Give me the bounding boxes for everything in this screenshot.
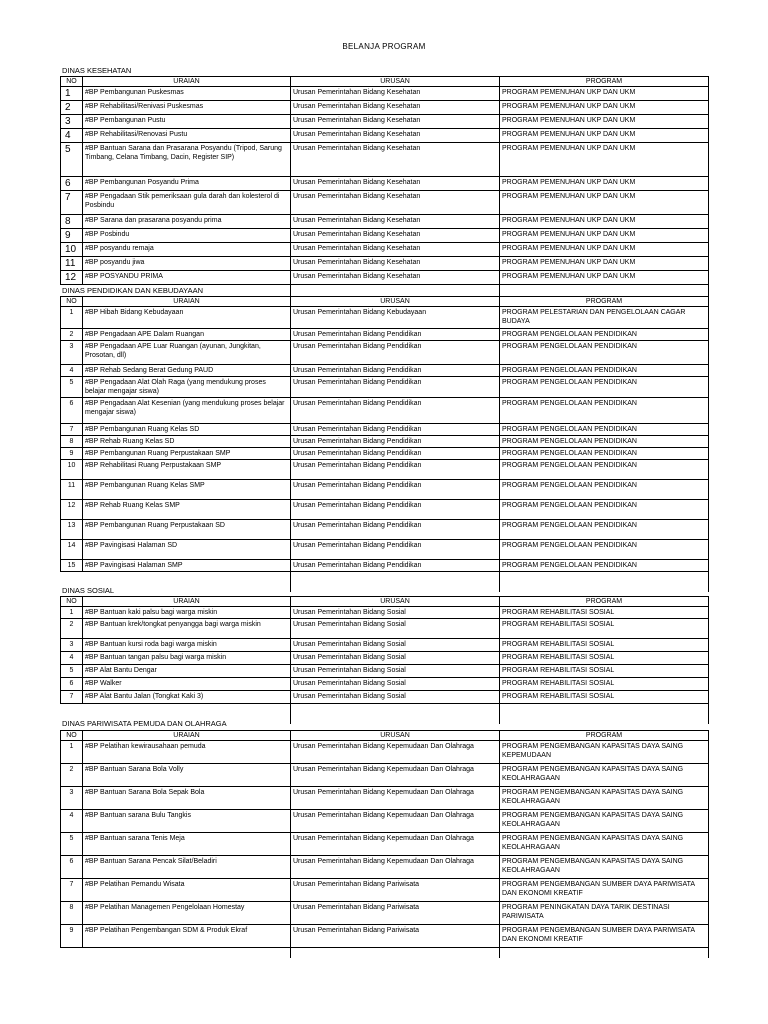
- cell-no: 8: [61, 215, 83, 229]
- cell-urusan: Urusan Pemerintahan Bidang Kesehatan: [291, 129, 500, 143]
- col-header-uraian: URAIAN: [83, 77, 291, 87]
- cell-urusan: Urusan Pemerintahan Bidang Pariwisata: [291, 925, 500, 948]
- col-header-urusan: URUSAN: [291, 731, 500, 741]
- cell-program: PROGRAM REHABILITASI SOSIAL: [500, 678, 709, 691]
- section-title: DINAS KESEHATAN: [62, 66, 132, 75]
- section-title: DINAS PARIWISATA PEMUDA DAN OLAHRAGA: [62, 719, 227, 728]
- cell-program: PROGRAM PENGEMBANGAN KAPASITAS DAYA SAING KEOLAHRAGAAN: [500, 833, 709, 856]
- cell-no: 5: [61, 665, 83, 678]
- cell-program: PROGRAM PENINGKATAN DAYA TARIK DESTINASI PARIWISATA: [500, 902, 709, 925]
- col-header-uraian: URAIAN: [83, 731, 291, 741]
- cell-program: PROGRAM PENGEMBANGAN KAPASITAS DAYA SAING KEOLAHRAGAAN: [500, 810, 709, 833]
- cell-no: 5: [61, 833, 83, 856]
- empty-row: [61, 572, 709, 582]
- cell-urusan: Urusan Pemerintahan Bidang Kepemudaan Dan Olahraga: [291, 810, 500, 833]
- col-header-uraian: URAIAN: [83, 597, 291, 607]
- cell-no: 2: [61, 764, 83, 787]
- cell-urusan: Urusan Pemerintahan Bidang Sosial: [291, 619, 500, 639]
- table-header-row: [61, 597, 709, 607]
- cell-urusan: Urusan Pemerintahan Bidang Kesehatan: [291, 177, 500, 191]
- col-header-no: NO: [61, 597, 83, 607]
- cell-program: PROGRAM PENGEMBANGAN KAPASITAS DAYA SAING KEOLAHRAGAAN: [500, 856, 709, 879]
- cell-no: 14: [61, 540, 83, 560]
- cell-program: PROGRAM REHABILITASI SOSIAL: [500, 652, 709, 665]
- empty-cell: [83, 948, 291, 958]
- cell-program: PROGRAM PENGELOLAAN PENDIDIKAN: [500, 341, 709, 365]
- cell-urusan: Urusan Pemerintahan Bidang Pendidikan: [291, 460, 500, 480]
- col-header-program: PROGRAM: [500, 597, 709, 607]
- cell-program: PROGRAM REHABILITASI SOSIAL: [500, 619, 709, 639]
- cell-urusan: Urusan Pemerintahan Bidang Kepemudaan Dan Olahraga: [291, 741, 500, 764]
- cell-program: PROGRAM PENGELOLAAN PENDIDIKAN: [500, 500, 709, 520]
- cell-uraian: #BP Pelatihan kewirausahaan pemuda: [83, 741, 291, 764]
- cell-urusan: Urusan Pemerintahan Bidang Sosial: [291, 665, 500, 678]
- table-header-row: [61, 297, 709, 307]
- col-header-no: NO: [61, 297, 83, 307]
- cell-uraian: #BP Pembangunan Pustu: [83, 115, 291, 129]
- cell-uraian: #BP Pelatihan Managemen Pengelolaan Homestay: [83, 902, 291, 925]
- empty-cell: [500, 704, 709, 714]
- cell-uraian: #BP Alat Bantu Dengar: [83, 665, 291, 678]
- empty-cell: [291, 948, 500, 958]
- cell-program: PROGRAM PENGEMBANGAN KAPASITAS DAYA SAING KEOLAHRAGAAN: [500, 787, 709, 810]
- table-row: [61, 810, 709, 833]
- col-header-no: NO: [61, 731, 83, 741]
- cell-uraian: #BP Pengadaan Stik pemeriksaan gula darah dan kolesterol di Posbindu: [83, 191, 291, 215]
- cell-urusan: Urusan Pemerintahan Bidang Pendidikan: [291, 365, 500, 377]
- empty-cell: [291, 704, 500, 714]
- table-row: [61, 879, 709, 902]
- empty-row: [61, 582, 709, 592]
- table-row: [61, 307, 709, 329]
- cell-no: 1: [61, 87, 83, 101]
- cell-urusan: Urusan Pemerintahan Bidang Sosial: [291, 691, 500, 704]
- col-header-program: PROGRAM: [500, 297, 709, 307]
- empty-row: [61, 948, 709, 958]
- cell-urusan: Urusan Pemerintahan Bidang Pariwisata: [291, 879, 500, 902]
- data-table: [60, 296, 709, 592]
- table-row: [61, 520, 709, 540]
- col-header-urusan: URUSAN: [291, 297, 500, 307]
- cell-no: 2: [61, 619, 83, 639]
- cell-no: 3: [61, 787, 83, 810]
- cell-program: PROGRAM PENGEMBANGAN SUMBER DAYA PARIWISATA DAN EKONOMI KREATIF: [500, 879, 709, 902]
- cell-no: 9: [61, 925, 83, 948]
- cell-urusan: Urusan Pemerintahan Bidang Pendidikan: [291, 500, 500, 520]
- cell-no: 2: [61, 101, 83, 115]
- cell-uraian: #BP Pengadaan Alat Olah Raga (yang mendukung proses belajar mengajar siswa): [83, 377, 291, 398]
- cell-urusan: Urusan Pemerintahan Bidang Pendidikan: [291, 398, 500, 424]
- cell-program: PROGRAM PENGELOLAAN PENDIDIKAN: [500, 377, 709, 398]
- cell-no: 1: [61, 307, 83, 329]
- cell-program: PROGRAM PENGELOLAAN PENDIDIKAN: [500, 424, 709, 436]
- cell-urusan: Urusan Pemerintahan Bidang Kepemudaan Dan Olahraga: [291, 787, 500, 810]
- cell-no: 9: [61, 229, 83, 243]
- table-row: [61, 365, 709, 377]
- cell-uraian: #BP Walker: [83, 678, 291, 691]
- table-row: [61, 480, 709, 500]
- cell-urusan: Urusan Pemerintahan Bidang Kepemudaan Dan Olahraga: [291, 833, 500, 856]
- cell-uraian: #BP Bantuan Sarana Bola Volly: [83, 764, 291, 787]
- cell-uraian: #BP POSYANDU PRIMA: [83, 271, 291, 285]
- col-header-program: PROGRAM: [500, 731, 709, 741]
- cell-program: PROGRAM PENGEMBANGAN KAPASITAS DAYA SAING KEPEMUDAAN: [500, 741, 709, 764]
- cell-program: PROGRAM PENGELOLAAN PENDIDIKAN: [500, 329, 709, 341]
- cell-uraian: #BP Pavingisasi Halaman SD: [83, 540, 291, 560]
- cell-no: 5: [61, 143, 83, 177]
- empty-cell: [500, 572, 709, 582]
- cell-uraian: #BP Bantuan Sarana Bola Sepak Bola: [83, 787, 291, 810]
- cell-no: 1: [61, 607, 83, 619]
- cell-urusan: Urusan Pemerintahan Bidang Kesehatan: [291, 271, 500, 285]
- cell-program: PROGRAM PEMENUHAN UKP DAN UKM: [500, 129, 709, 143]
- table-row: [61, 143, 709, 177]
- empty-cell: [291, 582, 500, 592]
- cell-urusan: Urusan Pemerintahan Bidang Pendidikan: [291, 540, 500, 560]
- cell-no: 12: [61, 271, 83, 285]
- cell-no: 6: [61, 177, 83, 191]
- table-row: [61, 764, 709, 787]
- cell-no: 11: [61, 480, 83, 500]
- cell-program: PROGRAM PENGELOLAAN PENDIDIKAN: [500, 448, 709, 460]
- table-row: [61, 607, 709, 619]
- cell-urusan: Urusan Pemerintahan Bidang Kesehatan: [291, 257, 500, 271]
- cell-no: 3: [61, 115, 83, 129]
- cell-uraian: #BP Bantuan sarana Tenis Meja: [83, 833, 291, 856]
- cell-uraian: #BP Bantuan kaki palsu bagi warga miskin: [83, 607, 291, 619]
- table-row: [61, 500, 709, 520]
- cell-urusan: Urusan Pemerintahan Bidang Pendidikan: [291, 480, 500, 500]
- cell-urusan: Urusan Pemerintahan Bidang Pariwisata: [291, 902, 500, 925]
- cell-urusan: Urusan Pemerintahan Bidang Kesehatan: [291, 243, 500, 257]
- section-title: DINAS SOSIAL: [62, 586, 115, 595]
- table-row: [61, 652, 709, 665]
- cell-no: 2: [61, 329, 83, 341]
- cell-program: PROGRAM REHABILITASI SOSIAL: [500, 691, 709, 704]
- cell-uraian: #BP Bantuan tangan palsu bagi warga miskin: [83, 652, 291, 665]
- cell-urusan: Urusan Pemerintahan Bidang Kesehatan: [291, 87, 500, 101]
- table-row: [61, 540, 709, 560]
- cell-urusan: Urusan Pemerintahan Bidang Pendidikan: [291, 520, 500, 540]
- cell-program: PROGRAM PENGELOLAAN PENDIDIKAN: [500, 540, 709, 560]
- col-header-urusan: URUSAN: [291, 77, 500, 87]
- cell-urusan: Urusan Pemerintahan Bidang Pendidikan: [291, 377, 500, 398]
- table-row: [61, 639, 709, 652]
- cell-uraian: #BP Pelatihan Pengembangan SDM & Produk Ekraf: [83, 925, 291, 948]
- cell-program: PROGRAM PEMENUHAN UKP DAN UKM: [500, 215, 709, 229]
- section-title: DINAS PENDIDIKAN DAN KEBUDAYAAN: [62, 286, 204, 295]
- empty-cell: [83, 572, 291, 582]
- empty-cell: [291, 572, 500, 582]
- cell-program: PROGRAM REHABILITASI SOSIAL: [500, 639, 709, 652]
- cell-urusan: Urusan Pemerintahan Bidang Kesehatan: [291, 215, 500, 229]
- cell-uraian: #BP Pembangunan Posyandu Prima: [83, 177, 291, 191]
- cell-no: 7: [61, 879, 83, 902]
- cell-no: 8: [61, 436, 83, 448]
- col-header-program: PROGRAM: [500, 77, 709, 87]
- empty-cell: [500, 582, 709, 592]
- cell-no: 6: [61, 856, 83, 879]
- cell-uraian: #BP Pembangunan Ruang Perpustakaan SD: [83, 520, 291, 540]
- cell-urusan: Urusan Pemerintahan Bidang Sosial: [291, 678, 500, 691]
- table-row: [61, 229, 709, 243]
- cell-urusan: Urusan Pemerintahan Bidang Pendidikan: [291, 424, 500, 436]
- empty-row: [61, 704, 709, 714]
- cell-uraian: #BP Posbindu: [83, 229, 291, 243]
- cell-urusan: Urusan Pemerintahan Bidang Pendidikan: [291, 448, 500, 460]
- data-table: [60, 76, 709, 311]
- table-row: [61, 424, 709, 436]
- cell-uraian: #BP Rehab Ruang Kelas SMP: [83, 500, 291, 520]
- page-title: BELANJA PROGRAM: [342, 42, 426, 51]
- empty-cell: [500, 714, 709, 724]
- table-row: [61, 243, 709, 257]
- cell-program: PROGRAM PEMENUHAN UKP DAN UKM: [500, 143, 709, 177]
- cell-program: PROGRAM PEMENUHAN UKP DAN UKM: [500, 257, 709, 271]
- cell-urusan: Urusan Pemerintahan Bidang Pendidikan: [291, 560, 500, 572]
- cell-uraian: #BP Bantuan Sarana Pencak Silat/Beladiri: [83, 856, 291, 879]
- cell-uraian: #BP Pelatihan Pemandu Wisata: [83, 879, 291, 902]
- cell-no: 4: [61, 810, 83, 833]
- table-row: [61, 665, 709, 678]
- cell-program: PROGRAM PENGELOLAAN PENDIDIKAN: [500, 560, 709, 572]
- table-row: [61, 448, 709, 460]
- cell-uraian: #BP Pengadaan Alat Kesenian (yang mendukung proses belajar mengajar siswa): [83, 398, 291, 424]
- cell-uraian: #BP Pembangunan Ruang Kelas SMP: [83, 480, 291, 500]
- cell-urusan: Urusan Pemerintahan Bidang Sosial: [291, 652, 500, 665]
- cell-uraian: #BP Pavingisasi Halaman SMP: [83, 560, 291, 572]
- cell-program: PROGRAM PEMENUHAN UKP DAN UKM: [500, 191, 709, 215]
- cell-program: PROGRAM REHABILITASI SOSIAL: [500, 665, 709, 678]
- cell-uraian: #BP Bantuan sarana Bulu Tangkis: [83, 810, 291, 833]
- cell-program: PROGRAM PENGELOLAAN PENDIDIKAN: [500, 365, 709, 377]
- cell-no: 8: [61, 902, 83, 925]
- cell-urusan: Urusan Pemerintahan Bidang Kesehatan: [291, 143, 500, 177]
- col-header-uraian: URAIAN: [83, 297, 291, 307]
- empty-cell: [61, 572, 83, 582]
- cell-uraian: #BP Sarana dan prasarana posyandu prima: [83, 215, 291, 229]
- cell-urusan: Urusan Pemerintahan Bidang Kesehatan: [291, 115, 500, 129]
- table-row: [61, 833, 709, 856]
- cell-no: 1: [61, 741, 83, 764]
- cell-uraian: #BP Pembangunan Puskesmas: [83, 87, 291, 101]
- cell-uraian: #BP Bantuan kursi roda bagi warga miskin: [83, 639, 291, 652]
- empty-cell: [83, 704, 291, 714]
- table-header-row: [61, 77, 709, 87]
- table-row: [61, 619, 709, 639]
- cell-program: PROGRAM PEMENUHAN UKP DAN UKM: [500, 177, 709, 191]
- cell-program: PROGRAM PENGELOLAAN PENDIDIKAN: [500, 520, 709, 540]
- empty-cell: [61, 948, 83, 958]
- table-row: [61, 856, 709, 879]
- cell-urusan: Urusan Pemerintahan Bidang Sosial: [291, 607, 500, 619]
- cell-program: PROGRAM PEMENUHAN UKP DAN UKM: [500, 271, 709, 285]
- table-row: [61, 329, 709, 341]
- cell-no: 10: [61, 243, 83, 257]
- cell-no: 11: [61, 257, 83, 271]
- cell-program: PROGRAM REHABILITASI SOSIAL: [500, 607, 709, 619]
- cell-urusan: Urusan Pemerintahan Bidang Kesehatan: [291, 191, 500, 215]
- cell-program: PROGRAM PENGELOLAAN PENDIDIKAN: [500, 460, 709, 480]
- cell-urusan: Urusan Pemerintahan Bidang Pendidikan: [291, 329, 500, 341]
- table-row: [61, 115, 709, 129]
- cell-uraian: #BP Alat Bantu Jalan (Tongkat Kaki 3): [83, 691, 291, 704]
- cell-program: PROGRAM PENGELOLAAN PENDIDIKAN: [500, 436, 709, 448]
- table-row: [61, 341, 709, 365]
- table-row: [61, 678, 709, 691]
- cell-no: 7: [61, 691, 83, 704]
- cell-uraian: #BP Pengadaan APE Dalam Ruangan: [83, 329, 291, 341]
- cell-program: PROGRAM PEMENUHAN UKP DAN UKM: [500, 115, 709, 129]
- empty-cell: [500, 948, 709, 958]
- table-row: [61, 87, 709, 101]
- cell-no: 4: [61, 365, 83, 377]
- cell-uraian: #BP Pembangunan Ruang Kelas SD: [83, 424, 291, 436]
- cell-urusan: Urusan Pemerintahan Bidang Pendidikan: [291, 341, 500, 365]
- cell-no: 6: [61, 398, 83, 424]
- table-row: [61, 460, 709, 480]
- cell-program: PROGRAM PELESTARIAN DAN PENGELOLAAN CAGAR BUDAYA: [500, 307, 709, 329]
- table-row: [61, 560, 709, 572]
- table-row: [61, 215, 709, 229]
- cell-program: PROGRAM PENGEMBANGAN KAPASITAS DAYA SAING KEOLAHRAGAAN: [500, 764, 709, 787]
- cell-uraian: #BP Bantuan krek/tongkat penyangga bagi warga miskin: [83, 619, 291, 639]
- col-header-no: NO: [61, 77, 83, 87]
- cell-no: 7: [61, 424, 83, 436]
- cell-no: 12: [61, 500, 83, 520]
- table-row: [61, 129, 709, 143]
- cell-no: 4: [61, 129, 83, 143]
- data-table: [60, 730, 709, 958]
- cell-no: 4: [61, 652, 83, 665]
- cell-no: 6: [61, 678, 83, 691]
- cell-no: 13: [61, 520, 83, 540]
- cell-urusan: Urusan Pemerintahan Bidang Pendidikan: [291, 436, 500, 448]
- cell-program: PROGRAM PEMENUHAN UKP DAN UKM: [500, 229, 709, 243]
- table-row: [61, 436, 709, 448]
- table-row: [61, 902, 709, 925]
- cell-program: PROGRAM PEMENUHAN UKP DAN UKM: [500, 243, 709, 257]
- table-row: [61, 691, 709, 704]
- empty-cell: [61, 704, 83, 714]
- empty-cell: [291, 714, 500, 724]
- cell-uraian: #BP Rehabilitasi/Renivasi Puskesmas: [83, 101, 291, 115]
- cell-urusan: Urusan Pemerintahan Bidang Kepemudaan Dan Olahraga: [291, 856, 500, 879]
- cell-uraian: #BP Pengadaan APE Luar Ruangan (ayunan, Jungkitan, Prosotan, dll): [83, 341, 291, 365]
- data-table: [60, 596, 709, 724]
- cell-program: PROGRAM PENGEMBANGAN SUMBER DAYA PARIWISATA DAN EKONOMI KREATIF: [500, 925, 709, 948]
- cell-no: 15: [61, 560, 83, 572]
- cell-program: PROGRAM PENGELOLAAN PENDIDIKAN: [500, 480, 709, 500]
- cell-program: PROGRAM PEMENUHAN UKP DAN UKM: [500, 87, 709, 101]
- cell-no: 9: [61, 448, 83, 460]
- cell-uraian: #BP Rehabilitasi/Renovasi Pustu: [83, 129, 291, 143]
- col-header-urusan: URUSAN: [291, 597, 500, 607]
- table-row: [61, 398, 709, 424]
- cell-urusan: Urusan Pemerintahan Bidang Kebudayaan: [291, 307, 500, 329]
- cell-uraian: #BP Rehab Sedang Berat Gedung PAUD: [83, 365, 291, 377]
- cell-urusan: Urusan Pemerintahan Bidang Kepemudaan Dan Olahraga: [291, 764, 500, 787]
- cell-uraian: #BP Rehabilitasi Ruang Perpustakaan SMP: [83, 460, 291, 480]
- cell-no: 3: [61, 639, 83, 652]
- cell-no: 10: [61, 460, 83, 480]
- table-row: [61, 257, 709, 271]
- table-row: [61, 271, 709, 285]
- cell-uraian: #BP Pembangunan Ruang Perpustakaan SMP: [83, 448, 291, 460]
- table-row: [61, 377, 709, 398]
- table-row: [61, 101, 709, 115]
- table-row: [61, 177, 709, 191]
- cell-urusan: Urusan Pemerintahan Bidang Kesehatan: [291, 229, 500, 243]
- cell-program: PROGRAM PENGELOLAAN PENDIDIKAN: [500, 398, 709, 424]
- cell-no: 3: [61, 341, 83, 365]
- cell-uraian: #BP posyandu jiwa: [83, 257, 291, 271]
- cell-uraian: #BP Bantuan Sarana dan Prasarana Posyandu (Tripod, Sarung Timbang, Celana Timbang, Dacin, Register SIP): [83, 143, 291, 177]
- table-row: [61, 741, 709, 764]
- cell-urusan: Urusan Pemerintahan Bidang Sosial: [291, 639, 500, 652]
- cell-uraian: #BP Hibah Bidang Kebudayaan: [83, 307, 291, 329]
- table-row: [61, 191, 709, 215]
- cell-urusan: Urusan Pemerintahan Bidang Kesehatan: [291, 101, 500, 115]
- table-row: [61, 787, 709, 810]
- table-row: [61, 925, 709, 948]
- cell-uraian: #BP Rehab Ruang Kelas SD: [83, 436, 291, 448]
- cell-no: 5: [61, 377, 83, 398]
- cell-uraian: #BP posyandu remaja: [83, 243, 291, 257]
- cell-no: 7: [61, 191, 83, 215]
- table-header-row: [61, 731, 709, 741]
- cell-program: PROGRAM PEMENUHAN UKP DAN UKM: [500, 101, 709, 115]
